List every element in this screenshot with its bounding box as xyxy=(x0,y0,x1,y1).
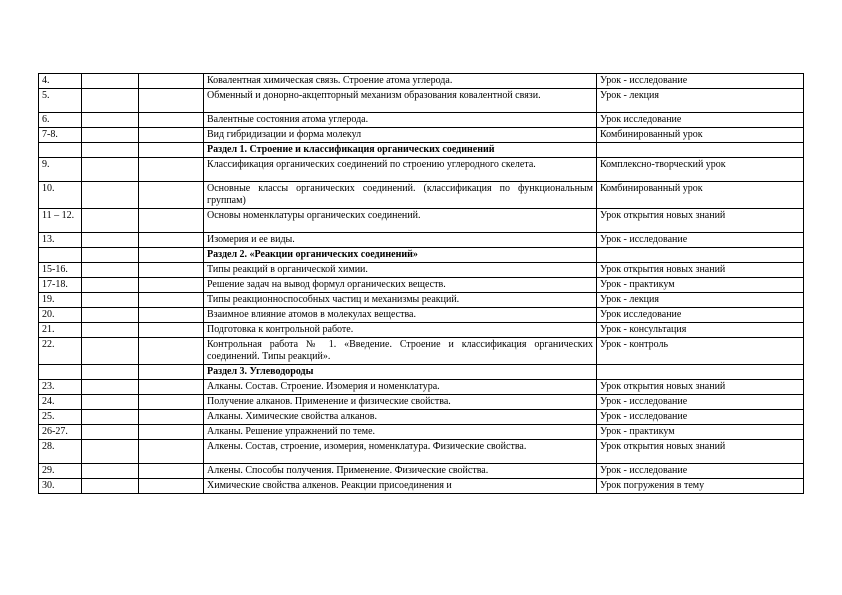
lesson-type-cell: Урок - практикум xyxy=(597,425,804,440)
date-planned-cell xyxy=(82,380,139,395)
date-actual-cell xyxy=(139,89,204,113)
lesson-topic-cell: Валентные состояния атома углерода. xyxy=(204,113,597,128)
lesson-topic-cell: Основные классы органических соединений. (классификация по функциональным группам) xyxy=(204,182,597,209)
lesson-topic-cell: Изомерия и ее виды. xyxy=(204,233,597,248)
date-actual-cell xyxy=(139,182,204,209)
lesson-type-cell: Комбинированный урок xyxy=(597,182,804,209)
lesson-number-cell: 13. xyxy=(39,233,82,248)
date-actual-cell xyxy=(139,128,204,143)
lesson-number-cell: 9. xyxy=(39,158,82,182)
lesson-type-cell: Комбинированный урок xyxy=(597,128,804,143)
lesson-number-cell: 28. xyxy=(39,440,82,464)
lesson-row xyxy=(39,425,804,440)
lesson-number-cell: 21. xyxy=(39,323,82,338)
date-actual-cell xyxy=(139,248,204,263)
lesson-type-cell xyxy=(597,365,804,380)
lesson-type-cell: Урок - исследование xyxy=(597,410,804,425)
date-actual-cell xyxy=(139,440,204,464)
lesson-plan-rows xyxy=(39,74,804,494)
lesson-type-cell: Урок - исследование xyxy=(597,464,804,479)
lesson-row xyxy=(39,113,804,128)
lesson-number-cell: 4. xyxy=(39,74,82,89)
lesson-row xyxy=(39,440,804,464)
date-actual-cell xyxy=(139,338,204,365)
date-planned-cell xyxy=(82,143,139,158)
date-planned-cell xyxy=(82,365,139,380)
lesson-row xyxy=(39,395,804,410)
date-actual-cell xyxy=(139,209,204,233)
lesson-row xyxy=(39,233,804,248)
lesson-number-cell: 17-18. xyxy=(39,278,82,293)
date-planned-cell xyxy=(82,308,139,323)
lesson-row xyxy=(39,410,804,425)
lesson-topic-cell: Химические свойства алкенов. Реакции присоединения и xyxy=(204,479,597,494)
lesson-type-cell: Урок - исследование xyxy=(597,395,804,410)
date-planned-cell xyxy=(82,248,139,263)
lesson-type-cell: Урок - лекция xyxy=(597,293,804,308)
lesson-topic-cell: Взаимное влияние атомов в молекулах вещества. xyxy=(204,308,597,323)
lesson-row xyxy=(39,182,804,209)
lesson-topic-cell: Подготовка к контрольной работе. xyxy=(204,323,597,338)
lesson-number-cell: 19. xyxy=(39,293,82,308)
lesson-number-cell: 10. xyxy=(39,182,82,209)
lesson-type-cell xyxy=(597,143,804,158)
lesson-topic-cell: Решение задач на вывод формул органических веществ. xyxy=(204,278,597,293)
date-planned-cell xyxy=(82,464,139,479)
lesson-type-cell: Урок - консультация xyxy=(597,323,804,338)
date-actual-cell xyxy=(139,263,204,278)
date-actual-cell xyxy=(139,233,204,248)
lesson-type-cell: Урок открытия новых знаний xyxy=(597,380,804,395)
lesson-type-cell: Урок - исследование xyxy=(597,74,804,89)
date-actual-cell xyxy=(139,425,204,440)
date-actual-cell xyxy=(139,323,204,338)
lesson-number-cell: 29. xyxy=(39,464,82,479)
lesson-row xyxy=(39,278,804,293)
date-actual-cell xyxy=(139,158,204,182)
lesson-topic-cell: Типы реакционноспособных частиц и механизмы реакций. xyxy=(204,293,597,308)
date-planned-cell xyxy=(82,89,139,113)
lesson-topic-cell: Обменный и донорно-акцепторный механизм образования ковалентной связи. xyxy=(204,89,597,113)
lesson-type-cell: Урок - контроль xyxy=(597,338,804,365)
lesson-row xyxy=(39,74,804,89)
lesson-row xyxy=(39,89,804,113)
date-actual-cell xyxy=(139,278,204,293)
date-planned-cell xyxy=(82,410,139,425)
date-planned-cell xyxy=(82,209,139,233)
lesson-row xyxy=(39,338,804,365)
lesson-type-cell xyxy=(597,248,804,263)
lesson-topic-cell: Получение алканов. Применение и физические свойства. xyxy=(204,395,597,410)
lesson-type-cell: Урок исследование xyxy=(597,113,804,128)
section-title-cell: Раздел 1. Строение и классификация органических соединений xyxy=(204,143,597,158)
lesson-row xyxy=(39,479,804,494)
date-planned-cell xyxy=(82,233,139,248)
lesson-type-cell: Урок - лекция xyxy=(597,89,804,113)
date-actual-cell xyxy=(139,113,204,128)
date-actual-cell xyxy=(139,293,204,308)
date-actual-cell xyxy=(139,479,204,494)
date-planned-cell xyxy=(82,323,139,338)
lesson-row xyxy=(39,209,804,233)
lesson-type-cell: Урок - исследование xyxy=(597,233,804,248)
section-header-row xyxy=(39,365,804,380)
lesson-number-cell xyxy=(39,143,82,158)
section-title-cell: Раздел 2. «Реакции органических соединений» xyxy=(204,248,597,263)
date-planned-cell xyxy=(82,338,139,365)
lesson-topic-cell: Алкены. Способы получения. Применение. Физические свойства. xyxy=(204,464,597,479)
lesson-type-cell: Урок исследование xyxy=(597,308,804,323)
lesson-number-cell: 24. xyxy=(39,395,82,410)
lesson-topic-cell: Алканы. Химические свойства алканов. xyxy=(204,410,597,425)
lesson-row xyxy=(39,323,804,338)
lesson-number-cell xyxy=(39,365,82,380)
section-header-row xyxy=(39,248,804,263)
date-planned-cell xyxy=(82,263,139,278)
lesson-row xyxy=(39,263,804,278)
lesson-topic-cell: Алканы. Решение упражнений по теме. xyxy=(204,425,597,440)
lesson-number-cell: 25. xyxy=(39,410,82,425)
lesson-number-cell: 20. xyxy=(39,308,82,323)
lesson-type-cell: Урок открытия новых знаний xyxy=(597,263,804,278)
lesson-type-cell: Урок открытия новых знаний xyxy=(597,440,804,464)
date-planned-cell xyxy=(82,293,139,308)
lesson-number-cell: 22. xyxy=(39,338,82,365)
lesson-topic-cell: Алкены. Состав, строение, изомерия, номенклатура. Физические свойства. xyxy=(204,440,597,464)
lesson-topic-cell: Вид гибридизации и форма молекул xyxy=(204,128,597,143)
lesson-row xyxy=(39,158,804,182)
lesson-row xyxy=(39,380,804,395)
lesson-plan-table xyxy=(38,73,804,494)
lesson-plan-sheet xyxy=(38,73,803,494)
lesson-number-cell: 15-16. xyxy=(39,263,82,278)
date-actual-cell xyxy=(139,365,204,380)
lesson-number-cell: 5. xyxy=(39,89,82,113)
lesson-topic-cell: Контрольная работа № 1. «Введение. Строение и классификация органических соединений. Типы реакций». xyxy=(204,338,597,365)
lesson-type-cell: Урок открытия новых знаний xyxy=(597,209,804,233)
date-planned-cell xyxy=(82,158,139,182)
lesson-number-cell: 6. xyxy=(39,113,82,128)
lesson-number-cell xyxy=(39,248,82,263)
lesson-type-cell: Урок - практикум xyxy=(597,278,804,293)
lesson-topic-cell: Типы реакций в органической химии. xyxy=(204,263,597,278)
date-planned-cell xyxy=(82,479,139,494)
date-actual-cell xyxy=(139,464,204,479)
date-planned-cell xyxy=(82,182,139,209)
date-actual-cell xyxy=(139,143,204,158)
lesson-number-cell: 23. xyxy=(39,380,82,395)
date-planned-cell xyxy=(82,440,139,464)
date-actual-cell xyxy=(139,308,204,323)
lesson-type-cell: Комплексно-творческий урок xyxy=(597,158,804,182)
date-planned-cell xyxy=(82,395,139,410)
section-title-cell: Раздел 3. Углеводороды xyxy=(204,365,597,380)
section-header-row xyxy=(39,143,804,158)
date-planned-cell xyxy=(82,425,139,440)
date-planned-cell xyxy=(82,74,139,89)
date-planned-cell xyxy=(82,113,139,128)
date-actual-cell xyxy=(139,410,204,425)
lesson-number-cell: 30. xyxy=(39,479,82,494)
lesson-row xyxy=(39,464,804,479)
date-planned-cell xyxy=(82,278,139,293)
lesson-row xyxy=(39,128,804,143)
lesson-row xyxy=(39,293,804,308)
lesson-topic-cell: Основы номенклатуры органических соединений. xyxy=(204,209,597,233)
date-actual-cell xyxy=(139,395,204,410)
lesson-number-cell: 26-27. xyxy=(39,425,82,440)
lesson-row xyxy=(39,308,804,323)
lesson-number-cell: 11 – 12. xyxy=(39,209,82,233)
date-planned-cell xyxy=(82,128,139,143)
lesson-topic-cell: Ковалентная химическая связь. Строение атома углерода. xyxy=(204,74,597,89)
lesson-topic-cell: Классификация органических соединений по строению углеродного скелета. xyxy=(204,158,597,182)
date-actual-cell xyxy=(139,380,204,395)
date-actual-cell xyxy=(139,74,204,89)
lesson-number-cell: 7-8. xyxy=(39,128,82,143)
lesson-type-cell: Урок погружения в тему xyxy=(597,479,804,494)
lesson-topic-cell: Алканы. Состав. Строение. Изомерия и номенклатура. xyxy=(204,380,597,395)
